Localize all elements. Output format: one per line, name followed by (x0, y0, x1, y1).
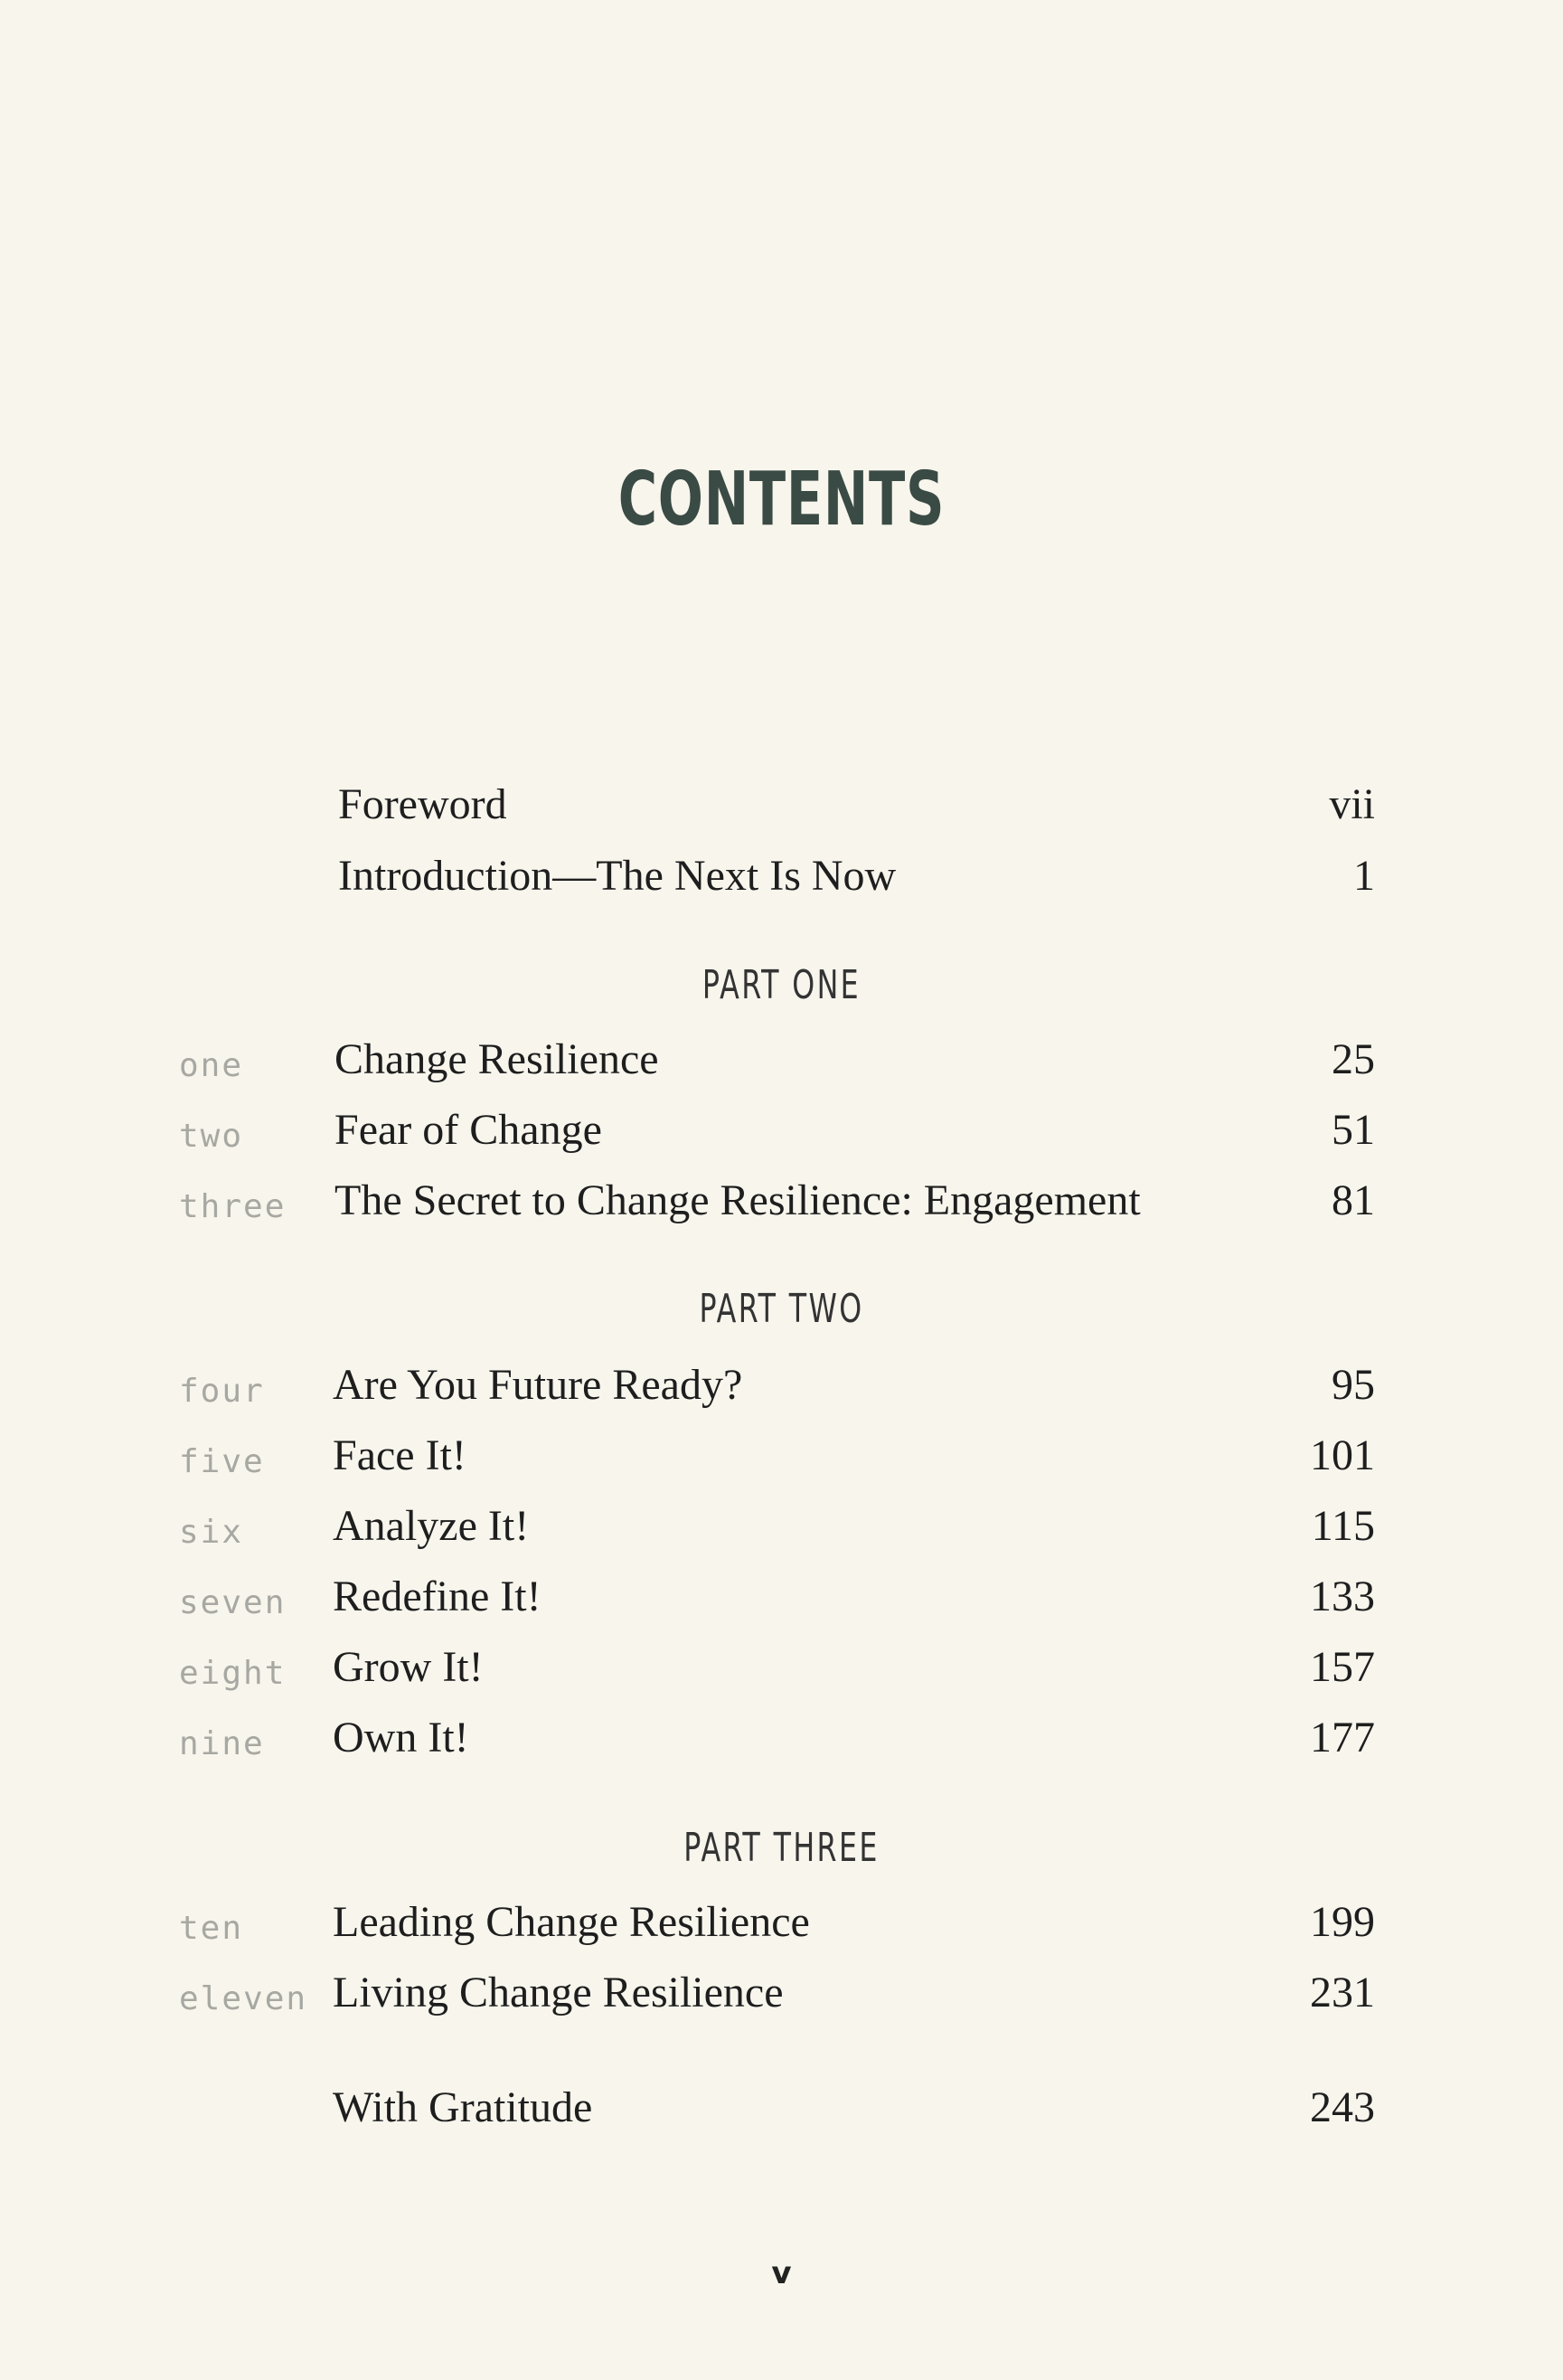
toc-chapter-row (0, 1897, 1563, 1960)
toc-entry-page: 243 (1310, 2083, 1375, 2131)
chapter-title: Are You Future Ready? (333, 1361, 743, 1409)
chapter-title: Face It! (333, 1431, 466, 1479)
toc-entry-foreword (0, 779, 1563, 843)
toc-chapter-row (0, 1176, 1563, 1239)
chapter-number: eleven (179, 1980, 308, 2017)
chapter-number: four (179, 1373, 265, 1410)
toc-chapter-row (0, 1501, 1563, 1564)
chapter-number: six (179, 1514, 244, 1551)
chapter-page: 177 (1310, 1714, 1375, 1761)
chapter-page: 231 (1310, 1969, 1375, 2016)
toc-entry-page: 1 (1353, 852, 1375, 900)
chapter-number: one (179, 1047, 244, 1084)
chapter-title: Living Change Resilience (333, 1969, 784, 2016)
toc-entry-page: vii (1329, 780, 1375, 828)
toc-chapter-row (0, 1968, 1563, 2031)
page-number: v (771, 2255, 792, 2291)
chapter-title: The Secret to Change Resilience: Engagement (334, 1176, 1141, 1224)
toc-chapter-row (0, 1360, 1563, 1423)
toc-entry-title: Introduction—The Next Is Now (338, 852, 897, 900)
toc-entry-introduction (0, 851, 1563, 914)
chapter-page: 133 (1310, 1572, 1375, 1620)
part-heading: PART ONE (701, 962, 862, 1008)
chapter-number: two (179, 1118, 244, 1155)
chapter-title: Fear of Change (334, 1106, 602, 1154)
chapter-number: five (179, 1443, 265, 1480)
chapter-page: 51 (1332, 1106, 1375, 1154)
part-heading: PART TWO (699, 1286, 864, 1332)
chapter-number: eight (179, 1655, 287, 1692)
toc-chapter-row (0, 1572, 1563, 1635)
chapter-title: Change Resilience (334, 1035, 659, 1083)
chapter-page: 157 (1310, 1643, 1375, 1691)
part-heading: PART THREE (683, 1825, 880, 1871)
chapter-title: Redefine It! (333, 1572, 541, 1620)
chapter-number: ten (179, 1910, 244, 1947)
toc-entry-title: With Gratitude (333, 2083, 593, 2131)
page-title: CONTENTS (617, 457, 946, 543)
chapter-page: 115 (1311, 1502, 1375, 1550)
toc-chapter-row (0, 1034, 1563, 1098)
chapter-page: 101 (1310, 1431, 1375, 1479)
chapter-number: nine (179, 1725, 265, 1762)
toc-chapter-row (0, 1713, 1563, 1776)
chapter-page: 81 (1332, 1176, 1375, 1224)
chapter-title: Grow It! (333, 1643, 484, 1691)
chapter-page: 95 (1332, 1361, 1375, 1409)
toc-chapter-row (0, 1431, 1563, 1494)
toc-chapter-row (0, 1642, 1563, 1705)
chapter-page: 199 (1310, 1898, 1375, 1946)
chapter-title: Leading Change Resilience (333, 1898, 810, 1946)
toc-entry-gratitude (0, 2082, 1563, 2146)
chapter-title: Analyze It! (333, 1502, 530, 1550)
chapter-title: Own It! (333, 1714, 469, 1761)
chapter-number: seven (179, 1584, 287, 1621)
chapter-page: 25 (1332, 1035, 1375, 1083)
toc-entry-title: Foreword (338, 780, 507, 828)
toc-chapter-row (0, 1105, 1563, 1168)
chapter-number: three (179, 1188, 287, 1225)
